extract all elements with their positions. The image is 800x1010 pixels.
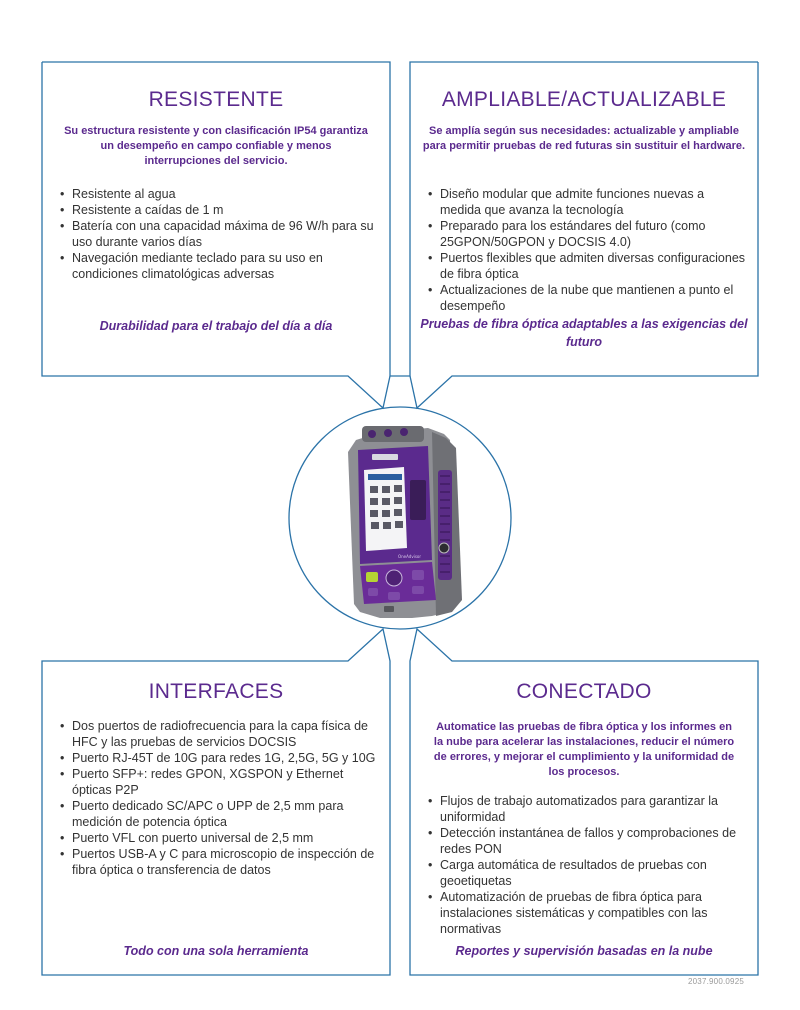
panel-ampliable: [412, 86, 756, 349]
list-item: • Flujos de trabajo automatizados para garantizar la uniformidad: [428, 793, 746, 825]
list-item: • Puertos USB-A y C para microscopio de inspección de fibra óptica o transferencia de datos: [60, 846, 378, 878]
panel-intro: Automatice las pruebas de fibra óptica y los informes en la nube para acelerar las instalaciones, reducir el número de errores, y mejorar el cumplimiento y la uniformidad de los procesos.: [433, 721, 735, 778]
list-item: • Puertos flexibles que admiten diversas configuraciones de fibra óptica: [428, 250, 746, 282]
panel-title: CONECTADO: [516, 680, 652, 703]
panel-intro: Se amplía según sus necesidades: actualizable y ampliable para permitir pruebas de red futuras sin sustituir el hardware.: [422, 125, 746, 152]
panel-resistente: [44, 86, 388, 333]
list-item: • Batería con una capacidad máxima de 96 W/h para su uso durante varios días: [60, 218, 378, 250]
panel-interfaces: [44, 680, 388, 958]
feature-list: [44, 186, 388, 282]
panel-title: RESISTENTE: [148, 88, 284, 111]
list-item: • Carga automática de resultados de pruebas con geoetiquetas: [428, 857, 746, 889]
feature-list: [412, 793, 756, 937]
list-item: • Diseño modular que admite funciones nuevas a medida que avanza la tecnología: [428, 186, 746, 218]
list-item: • Actualizaciones de la nube que mantienen a punto el desempeño: [428, 282, 746, 314]
panel-tagline: Durabilidad para el trabajo del día a día: [99, 319, 333, 333]
list-item: • Resistente a caídas de 1 m: [60, 202, 378, 218]
panel-intro: Su estructura resistente y con clasificación IP54 garantiza un desempeño en campo confiable y menos interrupciones del servicio.: [64, 125, 368, 167]
panel-tagline: Pruebas de fibra óptica adaptables a las exigencias del futuro: [420, 317, 748, 349]
feature-list: [44, 718, 388, 878]
list-item: • Puerto dedicado SC/APC o UPP de 2,5 mm para medición de potencia óptica: [60, 798, 378, 830]
list-item: • Puerto VFL con puerto universal de 2,5 mm: [60, 830, 378, 846]
panel-tagline: Reportes y supervisión basadas en la nube: [455, 944, 713, 958]
svg-text:OneAdvisor: OneAdvisor: [398, 554, 422, 559]
list-item: • Preparado para los estándares del futuro (como 25GPON/50GPON y DOCSIS 4.0): [428, 218, 746, 250]
panel-tagline: Todo con una sola herramienta: [123, 944, 309, 958]
panel-conectado: [412, 680, 756, 958]
list-item: • Puerto RJ-45T de 10G para redes 1G, 2,5G, 5G y 10G: [60, 750, 378, 766]
list-item: • Dos puertos de radiofrecuencia para la capa física de HFC y las pruebas de servicios DOCSIS: [60, 718, 378, 750]
feature-list: [412, 186, 756, 314]
list-item: • Resistente al agua: [60, 186, 378, 202]
document-code: 2037.900.0925: [688, 977, 744, 986]
list-item: • Detección instantánea de fallos y comprobaciones de redes PON: [428, 825, 746, 857]
panel-title: AMPLIABLE/ACTUALIZABLE: [441, 88, 727, 111]
handheld-fiber-tester-icon: [348, 426, 462, 618]
list-item: • Automatización de pruebas de fibra óptica para instalaciones sistemáticas y compatibles con las normativas: [428, 889, 746, 937]
panel-title: INTERFACES: [148, 680, 284, 703]
list-item: • Puerto SFP+: redes GPON, XGSPON y Ethernet ópticas P2P: [60, 766, 378, 798]
list-item: • Navegación mediante teclado para su uso en condiciones climatológicas adversas: [60, 250, 378, 282]
